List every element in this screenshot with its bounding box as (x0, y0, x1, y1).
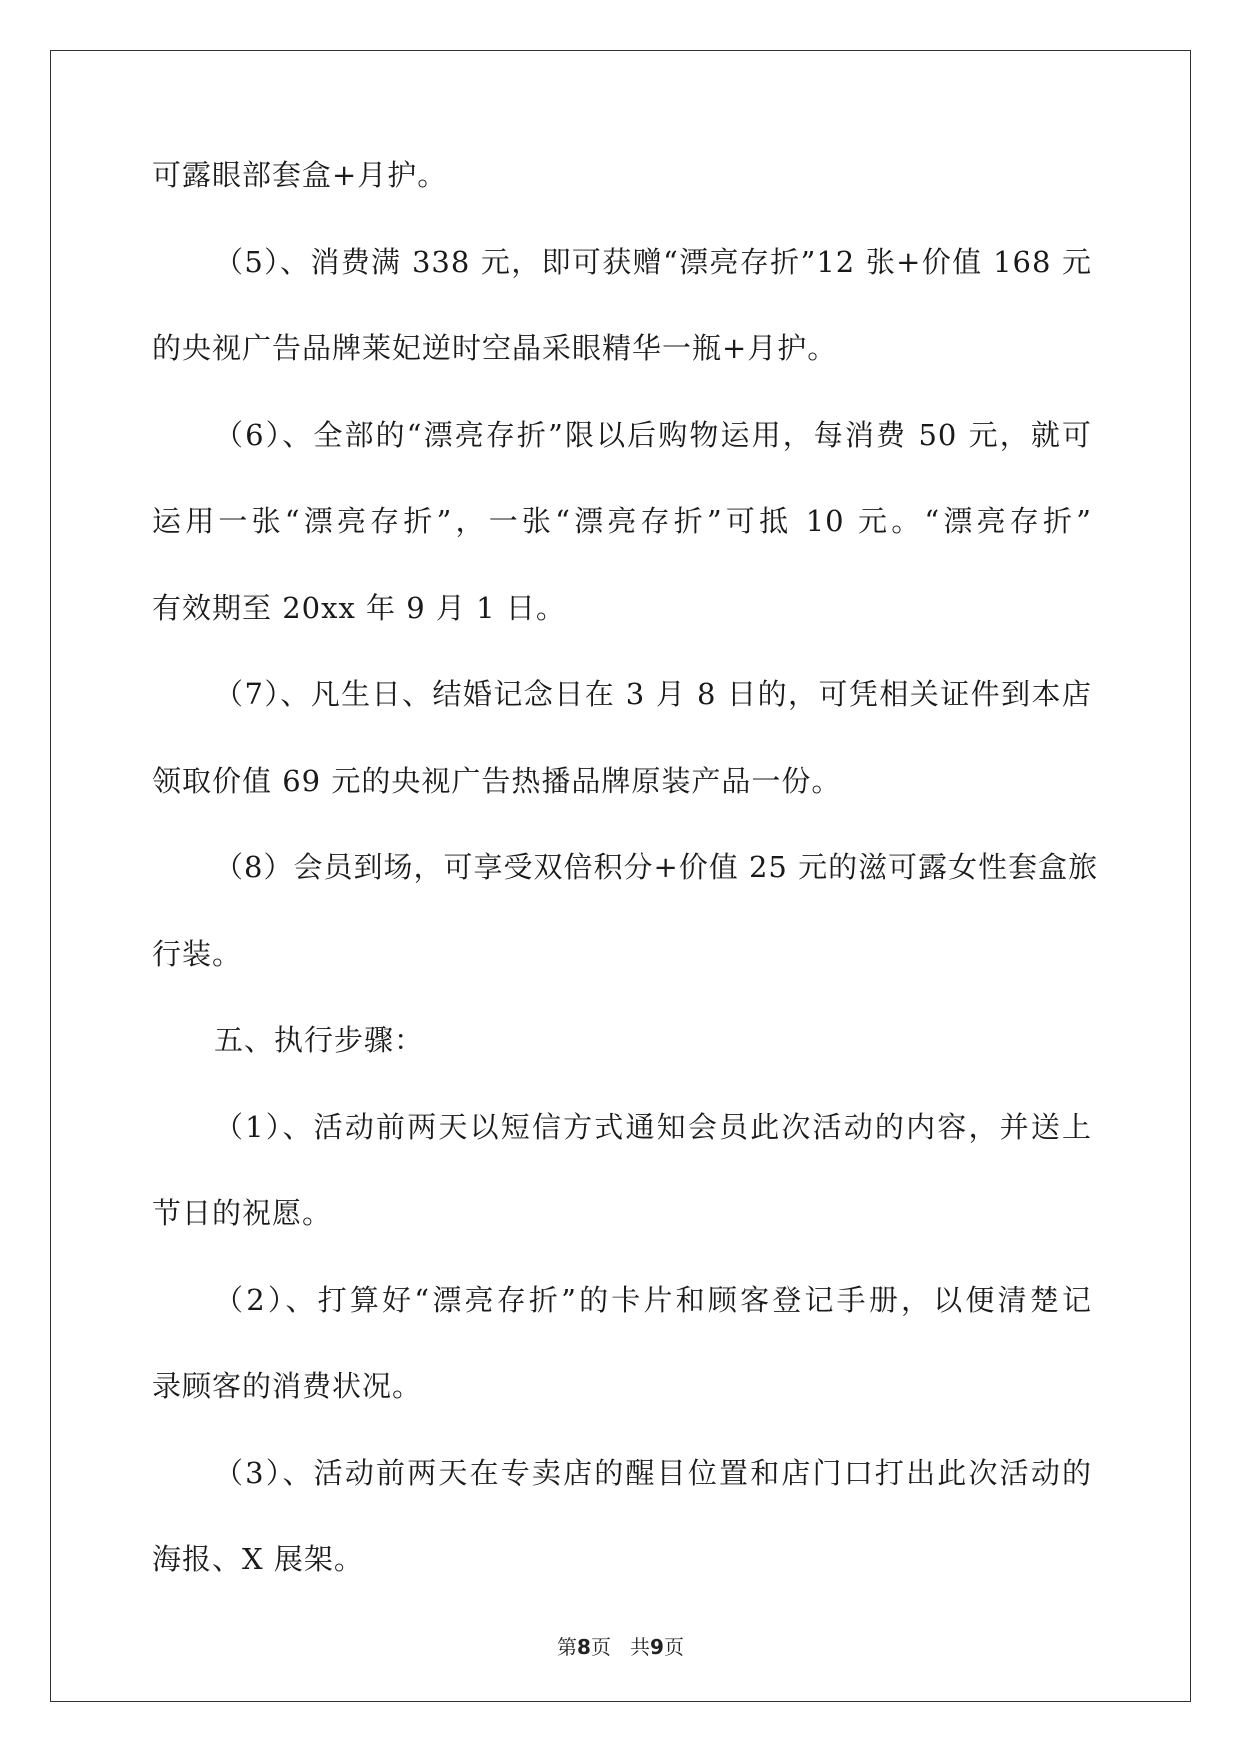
section-heading: 五、执行步骤： (214, 1023, 425, 1057)
paragraph-line: （6）、全部的“漂亮存折”限以后购物运用，每消费 50 元，就可 (214, 417, 1092, 452)
paragraph-line: （8）会员到场，可享受双倍积分+价值 25 元的滋可露女性套盒旅 (214, 850, 1099, 884)
total-prefix: 共 (630, 1635, 651, 1659)
paragraph-line: （5）、消费满 338 元，即可获赠“漂亮存折”12 张+价值 168 元 (214, 244, 1092, 279)
total-suffix: 页 (663, 1635, 684, 1659)
paragraph-line: 节日的祝愿。 (152, 1196, 333, 1230)
paragraph-line: 录顾客的消费状况。 (152, 1369, 423, 1403)
paragraph-line: 领取价值 69 元的央视广告热播品牌原装产品一份。 (152, 763, 842, 798)
paragraph-line: 运用一张“漂亮存折”，一张“漂亮存折”可抵 10 元。“漂亮存折” (152, 504, 1092, 538)
current-page-number: 8 (577, 1635, 591, 1659)
paragraph-line: （2）、打算好“漂亮存折”的卡片和顾客登记手册，以便清楚记 (214, 1282, 1092, 1317)
paragraph-line: （1）、活动前两天以短信方式通知会员此次活动的内容，并送上 (214, 1109, 1092, 1144)
paragraph-line: （7）、凡生日、结婚记念日在 3 月 8 日的，可凭相关证件到本店 (214, 677, 1092, 711)
page-footer (0, 1631, 1241, 1660)
paragraph-line: 行装。 (152, 936, 243, 971)
page-prefix: 第 (557, 1635, 578, 1659)
paragraph-line: （3）、活动前两天在专卖店的醒目位置和店门口打出此次活动的 (214, 1455, 1092, 1490)
paragraph-line: 海报、X 展架。 (152, 1542, 364, 1576)
paragraph-line: 可露眼部套盒+月护。 (152, 158, 448, 192)
paragraph-line: 有效期至 20xx 年 9 月 1 日。 (152, 590, 566, 625)
document-body (152, 158, 1099, 1631)
paragraph-line: 的央视广告品牌莱妃逆时空晶采眼精华一瓶+月护。 (152, 331, 838, 365)
page-suffix: 页 (590, 1635, 611, 1659)
total-pages-number: 9 (650, 1635, 664, 1659)
